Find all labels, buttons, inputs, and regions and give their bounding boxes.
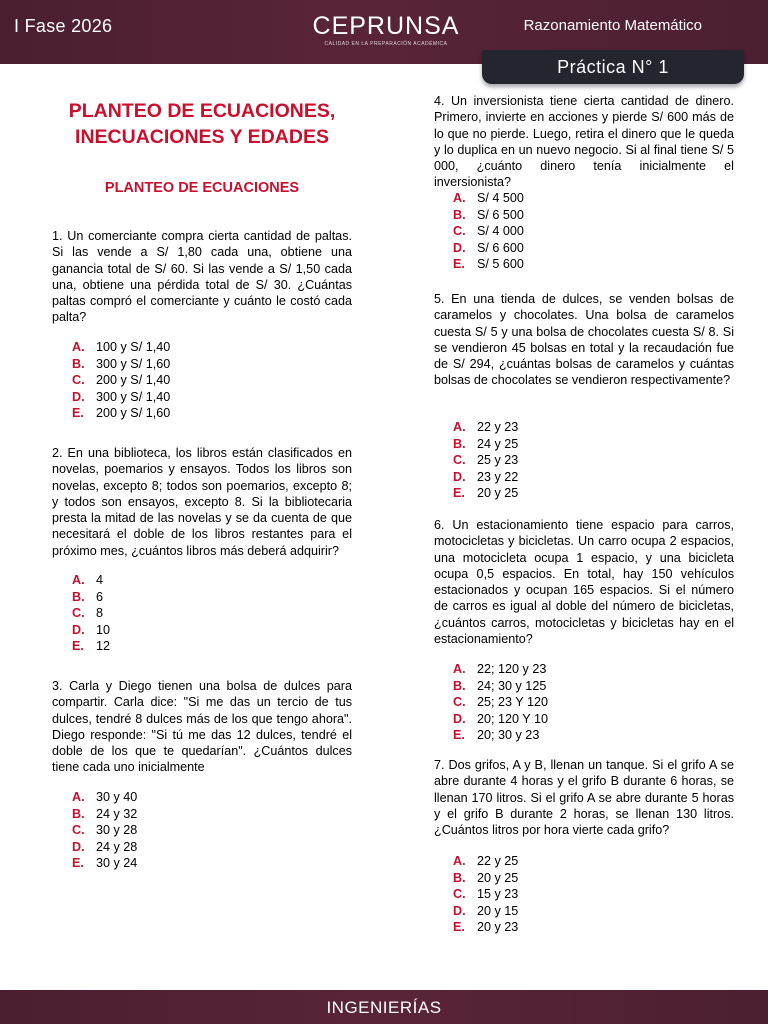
question-stem: 7. Dos grifos, A y B, llenan un tanque. Si el grifo A se abre durante 4 horas y el grifo B durante 6 horas, se llenan 170 litros. Si el grifo A se abre durante 5 horas y el grifo B durante 2 horas, se llenan 130 litros. ¿Cuántos litros por hora vierte cada grifo?: [434, 758, 734, 838]
option-a[interactable]: A. 22 y 23: [453, 420, 519, 434]
option-e[interactable]: E. S/ 5 600: [453, 257, 524, 271]
option-a[interactable]: A. 100 y S/ 1,40: [72, 340, 171, 354]
option-e[interactable]: E. 20; 30 y 23: [453, 728, 540, 742]
option-e[interactable]: E. 200 y S/ 1,60: [72, 406, 171, 420]
subject-label: Razonamiento Matemático: [523, 17, 702, 34]
option-c[interactable]: C. S/ 4 000: [453, 224, 524, 238]
logo: [306, 12, 466, 47]
option-b[interactable]: B. 20 y 25: [453, 870, 519, 885]
option-d[interactable]: D. 20; 120 Y 10: [453, 711, 548, 726]
question-stem: 6. Un estacionamiento tiene espacio para carros, motocicletas y bicicletas. Un carro ocupa 2 espacios, una motocicleta ocupa 1 espacio, y una bicicleta ocupa 0,5 espacios. En total, hay 150 vehículos estacionados y ocupan 165 espacios. Si el número de carros es igual al doble del número de bicicletas, ¿cuántos carros, motocicletas y bicicletas hay en el estacionamiento?: [434, 518, 734, 647]
question-7-options: [453, 853, 518, 936]
option-c[interactable]: C. 25; 23 Y 120: [453, 695, 548, 709]
option-d[interactable]: D. 10: [72, 622, 111, 637]
option-c[interactable]: C. 15 y 23: [453, 887, 519, 901]
option-e[interactable]: E. 12: [72, 639, 111, 653]
option-c[interactable]: C. 200 y S/ 1,40: [72, 373, 171, 387]
question-2: [52, 445, 352, 559]
question-1-options: [72, 339, 170, 422]
question-stem: 1. Un comerciante compra cierta cantidad de paltas. Si las vende a S/ 1,80 cada una, obtiene una ganancia total de S/ 60. Si las vende a S/ 1,50 cada una, obtiene una pérdida total de S/ 30. ¿Cuántas paltas compró el comerciante y cuánto le costó cada palta?: [52, 229, 352, 325]
question-6: [434, 517, 734, 647]
document-title: PLANTEO DE ECUACIONES, INECUACIONES Y EDADES: [68, 100, 336, 148]
option-b[interactable]: B. 300 y S/ 1,60: [72, 356, 171, 371]
option-b[interactable]: B. S/ 6 500: [453, 207, 524, 222]
question-stem: 2. En una biblioteca, los libros están clasificados en novelas, poemarios y ensayos. Todos los libros son novelas, excepto 8; todos son poemarios, excepto 8; y todos son ensayos, excepto 8. Si la bibliotecaria presta la mitad de las novelas y se da cuenta de que necesitará el doble de los libros restantes para el próximo mes, ¿cuántos libros más deberá adquirir?: [52, 446, 352, 558]
option-a[interactable]: A. 30 y 40: [72, 790, 138, 804]
question-3: [52, 678, 352, 776]
section-title: PLANTEO DE ECUACIONES: [104, 180, 300, 196]
page-footer: INGENIERÍAS: [0, 990, 768, 1024]
question-stem: 5. En una tienda de dulces, se venden bolsas de caramelos y chocolates. Una bolsa de caramelos cuesta S/ 5 y una bolsa de chocolates cuesta S/ 8. Si se vendieron 45 bolsas en total y la recaudación fue de S/ 294, ¿cuántas bolsas de caramelos y cuántas bolsas de chocolates se vendieron respectivamente?: [434, 292, 734, 388]
option-e[interactable]: E. 30 y 24: [72, 856, 138, 870]
option-e[interactable]: E. 20 y 25: [453, 486, 519, 500]
option-b[interactable]: B. 24 y 32: [72, 806, 138, 821]
question-5: [434, 291, 734, 389]
option-d[interactable]: D. 300 y S/ 1,40: [72, 389, 171, 404]
option-b[interactable]: B. 24 y 25: [453, 436, 519, 451]
logo-name: CEPRUNSA: [312, 12, 460, 40]
question-7: [434, 757, 734, 838]
option-d[interactable]: D. 23 y 22: [453, 469, 519, 484]
question-stem: 4. Un inversionista tiene cierta cantidad de dinero. Primero, invierte en acciones y pierde S/ 600 más de lo que no pierde. Luego, retira el dinero que le queda y lo duplica en un nuevo negocio. Si al final tiene S/ 5 000, ¿cuánto dinero tenía inicialmente el inversionista?: [434, 94, 734, 190]
option-a[interactable]: A. 22; 120 y 23: [453, 662, 547, 676]
option-d[interactable]: D. 20 y 15: [453, 903, 519, 918]
option-a[interactable]: A. 22 y 25: [453, 854, 519, 868]
option-b[interactable]: B. 6: [72, 589, 104, 604]
option-b[interactable]: B. 24; 30 y 125: [453, 678, 547, 693]
question-6-options: [453, 661, 548, 744]
option-a[interactable]: A. 4: [72, 573, 104, 587]
question-4: [434, 93, 734, 191]
option-d[interactable]: D. S/ 6 600: [453, 240, 524, 255]
question-5-options: [453, 419, 518, 502]
option-a[interactable]: A. S/ 4 500: [453, 191, 524, 205]
question-3-options: [72, 789, 137, 872]
question-2-options: [72, 572, 110, 655]
question-1: [52, 228, 352, 326]
option-c[interactable]: C. 8: [72, 606, 104, 620]
question-4-options: [453, 190, 524, 273]
option-d[interactable]: D. 24 y 28: [72, 839, 138, 854]
question-stem: 3. Carla y Diego tienen una bolsa de dulces para compartir. Carla dice: "Si me das un tercio de tus dulces, tendré 8 dulces más de los que tengo ahora". Diego responde: "Si tú me das 12 dulces, tendré el doble de los que te quedarían". ¿Cuántos dulces tiene cada uno inicialmente: [52, 679, 352, 775]
option-c[interactable]: C. 25 y 23: [453, 453, 519, 467]
logo-tagline: CALIDAD EN LA PREPARACIÓN ACADÉMICA: [324, 41, 448, 47]
option-e[interactable]: E. 20 y 23: [453, 920, 519, 934]
option-c[interactable]: C. 30 y 28: [72, 823, 138, 837]
practice-tab: Práctica N° 1: [482, 50, 744, 84]
phase-label: I Fase 2026: [14, 16, 113, 36]
